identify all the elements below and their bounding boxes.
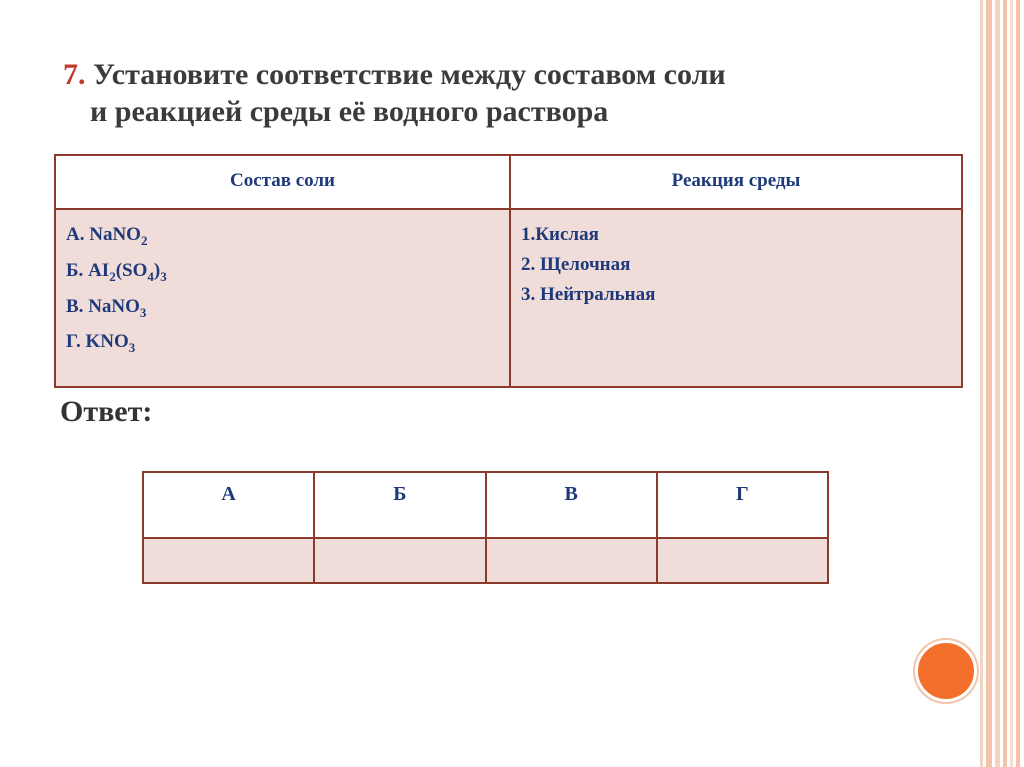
salt-item: Б. $AI_2(SO_4)_3$	[66, 259, 167, 284]
decor-stripe	[995, 0, 1000, 767]
answer-cell-v[interactable]	[486, 538, 657, 583]
matching-table	[54, 154, 963, 388]
header-reaction: Реакция среды	[510, 155, 962, 209]
salt-item: Г. $KNO_3$	[66, 331, 136, 356]
salt-item: А. NaNO$_2$	[66, 224, 148, 248]
reaction-list	[510, 209, 962, 387]
answer-col-b: Б	[314, 472, 485, 538]
reaction-item: 1.Кислая	[521, 224, 599, 245]
reaction-item: 2. Щелочная	[521, 254, 631, 275]
answer-table	[142, 471, 829, 584]
answer-header-row	[143, 472, 828, 538]
salt-item: В. NaNO$_3$	[66, 295, 147, 320]
title-line-1: Установите соответствие между составом соли	[93, 58, 726, 91]
answer-col-a: А	[143, 472, 314, 538]
decor-circle	[915, 640, 977, 702]
answer-col-g: Г	[657, 472, 828, 538]
answer-cell-g[interactable]	[657, 538, 828, 583]
slide-title	[63, 57, 963, 130]
header-salt-composition: Состав соли	[55, 155, 510, 209]
title-line-2: и реакцией среды её водного раствора	[90, 94, 609, 128]
decor-stripe	[1010, 0, 1013, 767]
matching-table-body	[55, 209, 962, 387]
answer-label: Ответ:	[60, 395, 153, 428]
salt-list	[55, 209, 510, 387]
answer-cell-b[interactable]	[314, 538, 485, 583]
decor-stripe	[1016, 0, 1020, 767]
answer-input-row	[143, 538, 828, 583]
decor-stripe	[980, 0, 983, 767]
matching-table-header	[55, 155, 962, 209]
answer-cell-a[interactable]	[143, 538, 314, 583]
decor-stripe	[1003, 0, 1007, 767]
task-number: 7.	[63, 58, 86, 91]
decor-stripe	[986, 0, 992, 767]
reaction-item: 3. Нейтральная	[521, 284, 656, 305]
answer-col-v: В	[486, 472, 657, 538]
